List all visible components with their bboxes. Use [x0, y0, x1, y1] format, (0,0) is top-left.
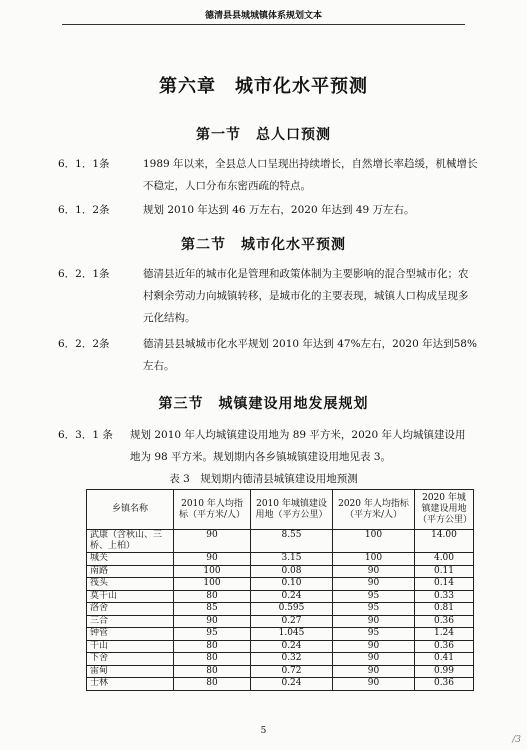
corner-mark: /3 [512, 735, 521, 745]
value-cell: 0.595 [251, 603, 333, 616]
table-row [87, 628, 474, 641]
value-cell: 90 [333, 678, 415, 691]
clause-number: 6．1．1条 [58, 158, 110, 170]
town-name-cell: 雷甸 [87, 665, 174, 678]
value-cell: 0.14 [415, 578, 474, 591]
value-cell: 14.00 [415, 530, 474, 553]
page-number: 5 [260, 726, 267, 736]
clause-6-3-1 [58, 424, 468, 468]
column-header: 2010 年城镇建设用地（平方公里） [251, 490, 333, 530]
town-name-cell: 南路 [87, 565, 174, 578]
value-cell: 80 [174, 665, 251, 678]
section-title-1: 第一节 总人口预测 [196, 127, 331, 143]
town-name-cell: 三合 [87, 615, 174, 628]
value-cell: 0.41 [415, 653, 474, 666]
value-cell: 95 [333, 603, 415, 616]
table-row [87, 603, 474, 616]
clause-text: 规划 2010 年达到 46 万左右，2020 年达到 49 万左右。 [143, 204, 415, 216]
value-cell: 0.24 [251, 590, 333, 603]
column-header: 2010 年人均指标（平方米/人） [174, 490, 251, 530]
clause-6-1-2 [58, 199, 478, 221]
value-cell: 80 [174, 653, 251, 666]
clause-text: 规划 2010 年人均城镇建设用地为 89 平方米，2020 年人均城镇建设用地为 98 平方米。规划期内各乡镇城镇建设用地见表 3。 [130, 429, 466, 463]
value-cell: 0.10 [251, 578, 333, 591]
value-cell: 90 [333, 578, 415, 591]
column-header: 2020 年人均指标（平方米/人） [333, 490, 415, 530]
value-cell: 90 [333, 565, 415, 578]
clause-number: 6．2．1条 [58, 268, 110, 280]
value-cell: 0.72 [251, 665, 333, 678]
column-header: 乡镇名称 [87, 490, 174, 530]
value-cell: 0.08 [251, 565, 333, 578]
town-name-cell: 莫干山 [87, 590, 174, 603]
value-cell: 1.045 [251, 628, 333, 641]
value-cell: 80 [174, 678, 251, 691]
value-cell: 90 [174, 530, 251, 553]
clause-text: 德清县县城城市化水平规划 2010 年达到 47%左右，2020 年达到58%左右。 [143, 338, 477, 372]
table-row [87, 565, 474, 578]
town-name-cell: 筏头 [87, 578, 174, 591]
town-name-cell: 洛舍 [87, 603, 174, 616]
value-cell: 100 [174, 578, 251, 591]
value-cell: 1.24 [415, 628, 474, 641]
clause-6-2-2 [58, 333, 478, 377]
value-cell: 0.81 [415, 603, 474, 616]
clause-number: 6．1．2条 [58, 204, 110, 216]
town-name-cell: 干山 [87, 640, 174, 653]
table-caption: 表 3 规划期内德清县城镇建设用地预测 [169, 473, 358, 485]
value-cell: 0.36 [415, 678, 474, 691]
table-row [87, 578, 474, 591]
value-cell: 90 [333, 640, 415, 653]
town-name-cell: 士林 [87, 678, 174, 691]
town-name-cell: 下舍 [87, 653, 174, 666]
value-cell: 90 [174, 553, 251, 566]
value-cell: 4.00 [415, 553, 474, 566]
value-cell: 80 [174, 590, 251, 603]
running-header: 德清县县城城镇体系规划文本 [62, 8, 465, 25]
value-cell: 95 [333, 628, 415, 641]
value-cell: 0.36 [415, 640, 474, 653]
value-cell: 3.15 [251, 553, 333, 566]
value-cell: 0.36 [415, 615, 474, 628]
value-cell: 0.32 [251, 653, 333, 666]
table-row [87, 530, 474, 553]
table-row [87, 590, 474, 603]
clause-number: 6．2．2条 [58, 338, 110, 350]
value-cell: 0.99 [415, 665, 474, 678]
value-cell: 0.24 [251, 640, 333, 653]
section-title-3: 第三节 城镇建设用地发展规划 [158, 396, 369, 412]
table-row [87, 640, 474, 653]
town-name-cell: 钟管 [87, 628, 174, 641]
chapter-title: 第六章 城市化水平预测 [159, 76, 368, 97]
table-body [87, 530, 474, 691]
value-cell: 8.55 [251, 530, 333, 553]
value-cell: 90 [174, 615, 251, 628]
clause-6-1-1 [58, 153, 478, 197]
value-cell: 0.11 [415, 565, 474, 578]
value-cell: 0.33 [415, 590, 474, 603]
table-row [87, 615, 474, 628]
value-cell: 0.24 [251, 678, 333, 691]
value-cell: 90 [333, 665, 415, 678]
clause-text: 德清县近年的城市化是管理和政策体制为主要影响的混合型城市化；农村剩余劳动力向城镇转移，是城市化的主要表现，城镇人口构成呈现多元化结构。 [143, 268, 469, 324]
value-cell: 95 [174, 628, 251, 641]
table-row [87, 665, 474, 678]
clause-text: 1989 年以来，全县总人口呈现出持续增长，自然增长率趋缓，机械增长不稳定，人口分布东密西疏的特点。 [143, 158, 478, 192]
table-row [87, 678, 474, 691]
value-cell: 80 [174, 640, 251, 653]
value-cell: 100 [333, 553, 415, 566]
value-cell: 95 [333, 590, 415, 603]
value-cell: 90 [333, 615, 415, 628]
column-header: 2020 年城镇建设用地（平方公里） [415, 490, 474, 530]
clause-6-2-1 [58, 263, 478, 329]
value-cell: 90 [333, 653, 415, 666]
value-cell: 100 [174, 565, 251, 578]
clause-number: 6．3．1 条 [58, 429, 113, 441]
value-cell: 100 [333, 530, 415, 553]
value-cell: 85 [174, 603, 251, 616]
table-row [87, 653, 474, 666]
town-name-cell: 武康（含秋山、三桥、上柏） [87, 530, 174, 553]
land-use-table [86, 489, 474, 691]
town-name-cell: 城关 [87, 553, 174, 566]
section-title-2: 第二节 城市化水平预测 [181, 237, 346, 253]
value-cell: 0.27 [251, 615, 333, 628]
table-row [87, 553, 474, 566]
